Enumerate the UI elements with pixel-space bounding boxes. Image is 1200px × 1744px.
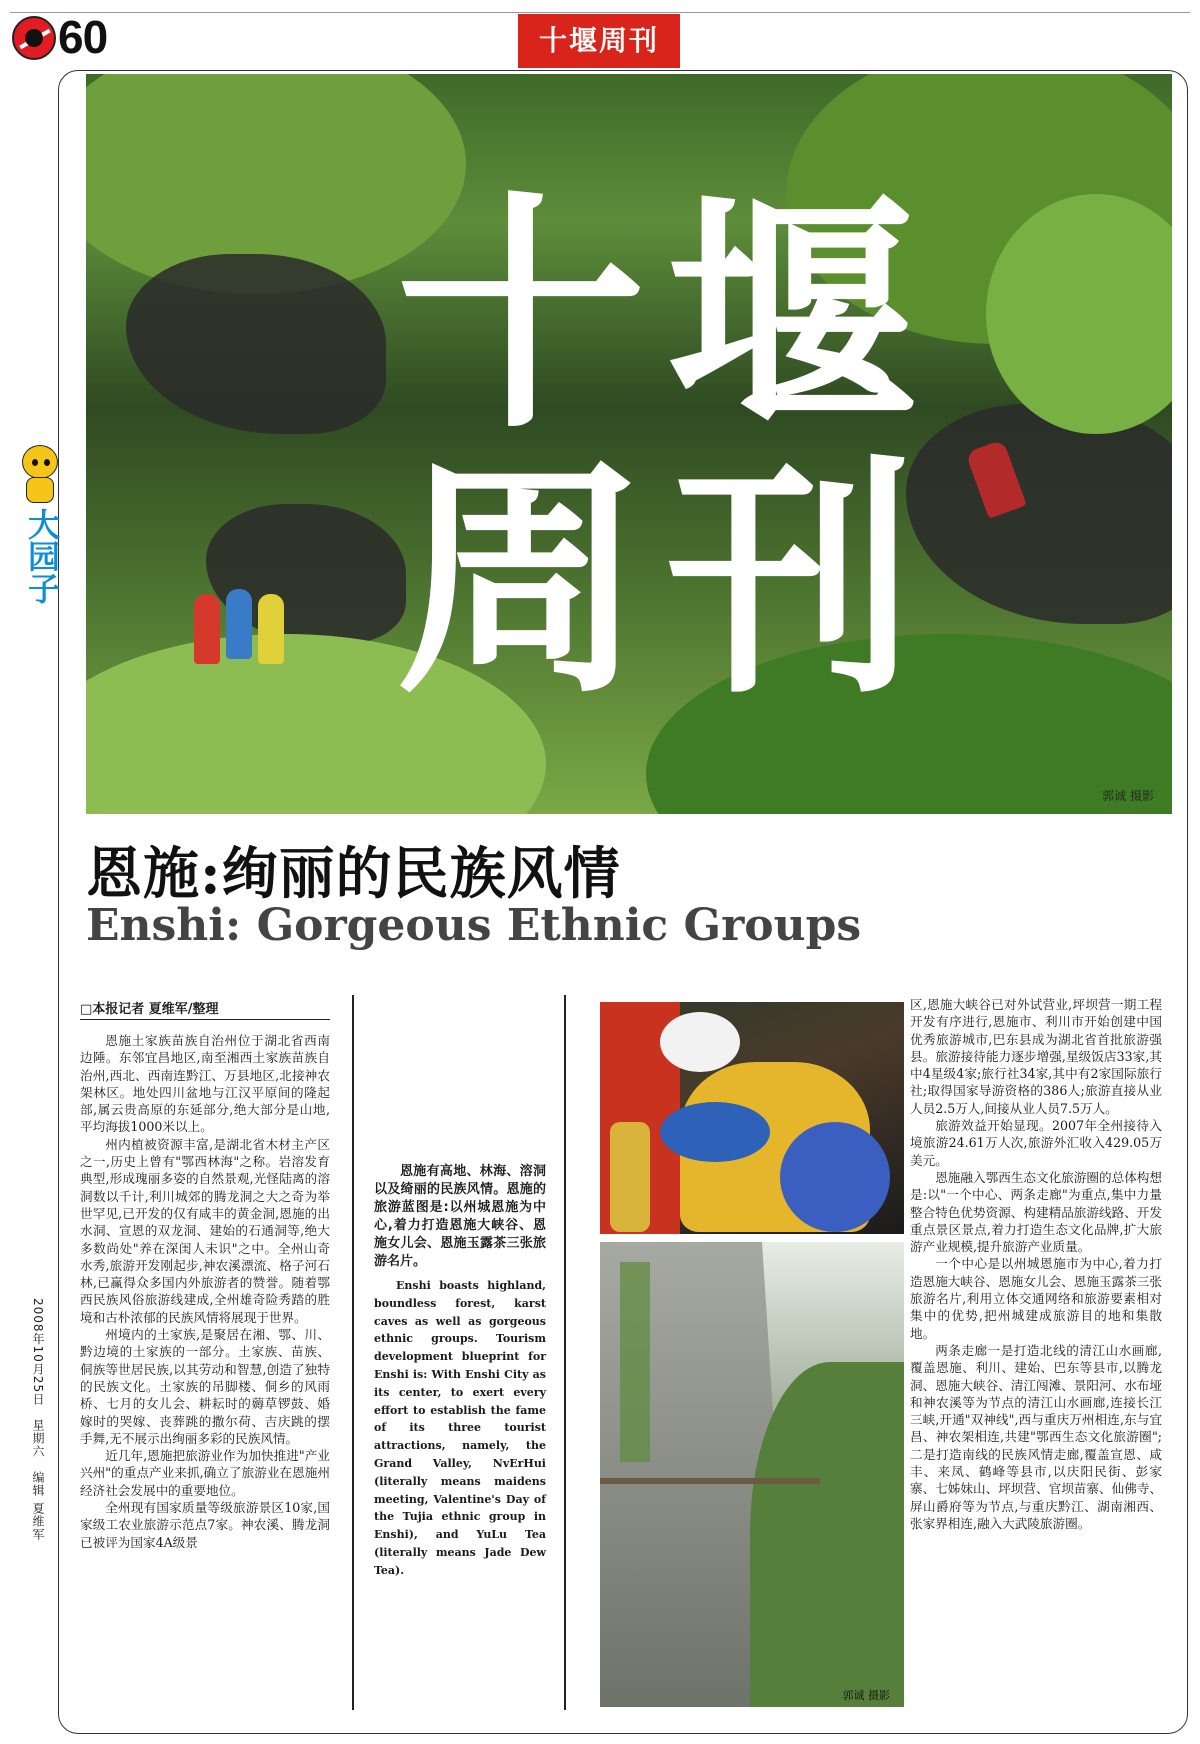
paragraph: 两条走廊一是打造北线的清江山水画廊,覆盖恩施、利川、建始、巴东等县市,以腾龙洞、恩施大峡谷、清江闯滩、景阳河、水布垭和神农溪等为节点的清江山水画廊,连接长江三峡,开通"双神线",西与重庆万州相连,东与宜昌、神农架相连,共建"鄂西生态文化旅游圈";二是打造南线的民族风情走廊,覆盖宣恩、咸丰、来凤、鹤峰等县市,以庆阳民街、彭家寨、七姊妹山、坪坝营、官坝苗寨、仙佛寺、屏山爵府等为节点,与重庆黔江、湖南湘西、张家界相连,融入大武陵旅游圈。 (910, 1342, 1162, 1531)
hero-photo (86, 74, 1172, 814)
paragraph: 区,恩施大峡谷已对外试营业,坪坝营一期工程开发有序进行,恩施市、利川市开始创建中国优秀旅游城市,巴东县成为湖北省首批旅游强县。旅游接待能力逐步增强,星级饭店33家,其中4星级4家;旅行社34家,其中有2家国际旅行社;取得国家导游资格的386人;旅游直接从业人员2.5万人,间接从业人员7.5万人。 (910, 997, 1162, 1116)
article-column-4 (910, 996, 1162, 1532)
photo-credit: 郭诚 摄影 (842, 1689, 890, 1702)
chick-mascot-icon (14, 445, 60, 507)
byline: □本报记者 夏维军/整理 (80, 998, 330, 1020)
paragraph: 恩施土家族苗族自治州位于湖北省西南边陲。东邻宜昌地区,南至湘西土家族苗族自治州,西北、西南连黔江、万县地区,北接神农架林区。地处四川盆地与江汉平原间的隆起部,属云贵高原的东延部分,绝大部分是山地,平均海拔1000米以上。 (80, 1033, 330, 1135)
paragraph: 一个中心是以州城恩施市为中心,着力打造恩施大峡谷、恩施女儿会、恩施玉露茶三张旅游名片,利用立体交通网络和旅游要素相对集中的优势,把州城建成旅游目的地和集散地。 (910, 1256, 1162, 1341)
summary-column (374, 1163, 546, 1580)
paragraph: 旅游效益开始显现。2007年全州接待入境旅游24.61万人次,旅游外汇收入429.05万美元。 (910, 1118, 1162, 1168)
column-divider (352, 995, 354, 1710)
dancers-photo (600, 1002, 904, 1234)
headline-english: Enshi: Gorgeous Ethnic Groups (86, 900, 862, 951)
article-column-1 (80, 1032, 330, 1551)
top-rule (10, 12, 1190, 13)
photo-credit: 郭诚 摄影 (1102, 789, 1154, 803)
paragraph: 州境内的土家族,是聚居在湘、鄂、川、黔边境的土家族的一部分。土家族、苗族、侗族等世居民族,以其劳动和智慧,创造了独特的民族文化。土家族的吊脚楼、侗乡的风雨桥、七月的女儿会、耕耘时的薅草锣鼓、婚嫁时的哭嫁、丧葬跳的撒尔荷、吉庆跳的摆手舞,无不展示出绚丽多彩的民族风情。 (80, 1327, 330, 1446)
newspaper-logo-icon (12, 16, 56, 60)
publication-date: 2008年10月25日 星期六 编辑 夏维军 (31, 1298, 45, 1541)
page-number: 60 (58, 11, 108, 63)
paragraph: 恩施融入鄂西生态文化旅游圈的总体构想是:以"一个中心、两条走廊"为重点,集中力量整合特色优势资源、构建精品旅游线路、开发重点景区景点,着力打造生态文化品牌,扩大旅游产业规模,提升旅游产业质量。 (910, 1169, 1162, 1255)
paragraph: 全州现有国家质量等级旅游景区10家,国家级工农业旅游示范点7家。神农溪、腾龙洞已被评为国家4A级景 (80, 1500, 330, 1550)
summary-chinese: 恩施有高地、林海、溶洞以及绮丽的民族风情。恩施的旅游蓝图是:以州城恩施为中心,着力打造恩施大峡谷、恩施女儿会、恩施玉露茶三张旅游名片。 (374, 1164, 546, 1269)
headline-chinese: 恩施:绚丽的民族风情 (86, 841, 621, 907)
hero-title: 十堰 周刊 (396, 171, 936, 727)
canyon-photo (600, 1242, 904, 1707)
summary-english: Enshi boasts highland, boundless forest, karst caves as well as gorgeous ethnic groups. Tourism development blueprint for Enshi is: With Enshi City as its center, to exert every effort to establish the fame of its three tourist attractions, namely, the Grand Valley, NvErHui (literally means maidens meeting, Valentine's Day of the Tujia ethnic group in Enshi), and YuLu Tea (literally means Jade Dew Tea). (374, 1279, 546, 1577)
paragraph: 近几年,恩施把旅游业作为加快推进"产业兴州"的重点产业来抓,确立了旅游业在恩施州经济社会发展中的重要地位。 (80, 1448, 330, 1498)
paragraph: 州内植被资源丰富,是湖北省木材主产区之一,历史上曾有"鄂西林海"之称。岩溶发育典型,形成瑰丽多姿的自然景观,光怪陆离的溶洞数以千计,利川城郊的腾龙洞之大之奇为举世罕见,已开发的仅有咸丰的黄金洞,恩施的出水洞、宣恩的双龙洞、建始的石通洞等,绝大多数尚处"养在深闺人未识"之中。全州山奇水秀,旅游开发刚起步,神农溪漂流、格子河石林,已赢得众多国内外旅游者的赞誉。随着鄂西民族风俗旅游线建成,全州雄奇险秀踏的胜境和古朴浓郁的民族风情将展现于世界。 (80, 1136, 330, 1325)
masthead: 十堰周刊 (518, 14, 680, 68)
column-divider (564, 995, 566, 1710)
side-brand: 大园子 (23, 508, 61, 604)
